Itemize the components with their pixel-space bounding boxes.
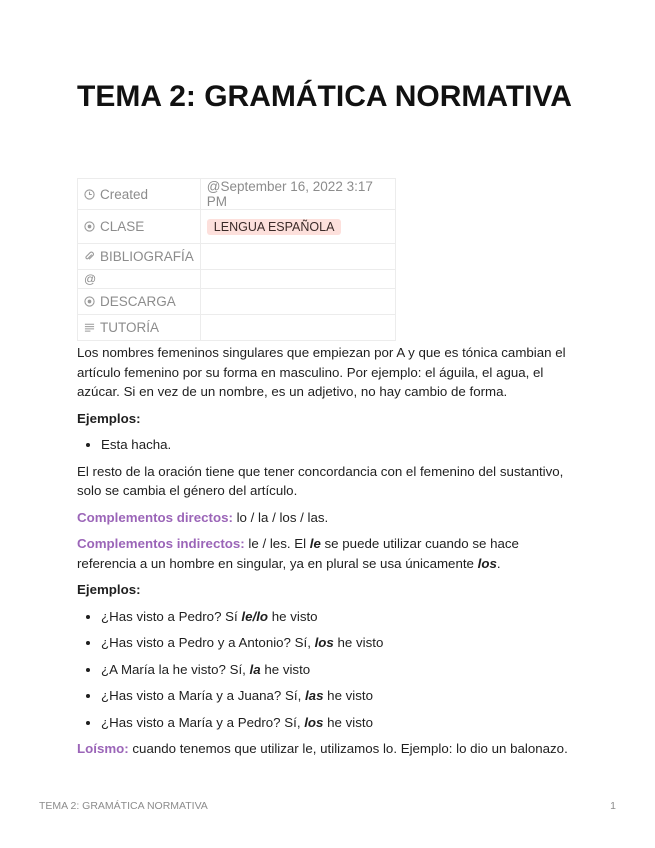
- property-value-tutoria[interactable]: [200, 315, 395, 341]
- intro-paragraph: Los nombres femeninos singulares que empiezan por A y que es tónica cambian el artículo femenino por su forma en masculino. Por ejemplo: el águila, el agua, el azúcar. Si en vez de un nombre, es un adjetivo, no hay cambio de forma.: [77, 345, 566, 399]
- footer-title: TEMA 2: GRAMÁTICA NORMATIVA: [39, 800, 208, 812]
- list-item: • ¿Has visto a Pedro y a Antonio? Sí, los he visto: [101, 633, 577, 653]
- property-row-at: [78, 270, 396, 289]
- property-value-descarga[interactable]: [200, 289, 395, 315]
- property-row-tutoria: [78, 315, 396, 341]
- property-value-at[interactable]: [200, 270, 395, 289]
- page-title: TEMA 2: GRAMÁTICA NORMATIVA: [77, 80, 572, 113]
- clock-icon: [84, 189, 95, 200]
- footer-page-number: 1: [610, 800, 616, 812]
- properties-table: [77, 178, 396, 341]
- property-value-created: @September 16, 2022 3:17 PM: [200, 179, 395, 210]
- select-icon: [84, 296, 95, 307]
- property-value-clase[interactable]: [200, 210, 395, 244]
- property-key: DESCARGA: [78, 289, 201, 315]
- ejemplos-heading-1: Ejemplos:: [77, 410, 141, 426]
- list-item: • ¿Has visto a María y a Pedro? Sí, los he visto: [101, 713, 577, 733]
- list-item: • ¿Has visto a María y a Juana? Sí, las he visto: [101, 686, 577, 706]
- property-key: CLASE: [78, 210, 201, 244]
- ejemplos-heading-2: Ejemplos:: [77, 582, 141, 597]
- document-body: [77, 343, 577, 759]
- ejemplos-list-1: [77, 435, 577, 455]
- property-key: TUTORÍA: [78, 315, 201, 341]
- cd-text: lo / la / los / las.: [232, 509, 329, 525]
- property-row-bibliografia: [78, 244, 396, 270]
- property-key: Created: [78, 179, 201, 210]
- complementos-indirectos: Complementos indirectos: le / les. El le se puede utilizar cuando se hace referencia a un hombre en singular, ya en plural se usa únicamente los.: [77, 536, 519, 571]
- select-icon: [84, 221, 95, 232]
- property-key: BIBLIOGRAFÍA: [78, 244, 201, 270]
- complementos-directos: [77, 508, 577, 528]
- list-item: • Esta hacha.: [101, 435, 577, 455]
- property-value-bibliografia[interactable]: [200, 244, 395, 270]
- loismo-label: Loísmo:: [77, 741, 129, 756]
- ejemplos-list-2: [77, 607, 577, 733]
- property-key-at: @: [78, 270, 201, 289]
- resto-paragraph: El resto de la oración tiene que tener concordancia con el femenino del sustantivo, solo se cambia el género del artículo.: [77, 463, 564, 498]
- cd-label: Complementos directos:: [77, 509, 233, 525]
- paperclip-icon: [84, 251, 95, 262]
- list-item: • ¿A María la he visto? Sí, la he visto: [101, 660, 577, 680]
- loismo-text: cuando tenemos que utilizar le, utilizamos lo. Ejemplo: lo dio un balonazo.: [128, 741, 568, 756]
- property-row-created: [78, 179, 396, 210]
- ci-label: Complementos indirectos:: [77, 536, 245, 551]
- property-row-descarga: [78, 289, 396, 315]
- list-item: • ¿Has visto a Pedro? Sí le/lo he visto: [101, 607, 577, 627]
- property-row-clase: [78, 210, 396, 244]
- loismo-paragraph: [77, 739, 577, 759]
- text-lines-icon: [84, 322, 95, 333]
- clase-tag[interactable]: LENGUA ESPAÑOLA: [207, 219, 342, 235]
